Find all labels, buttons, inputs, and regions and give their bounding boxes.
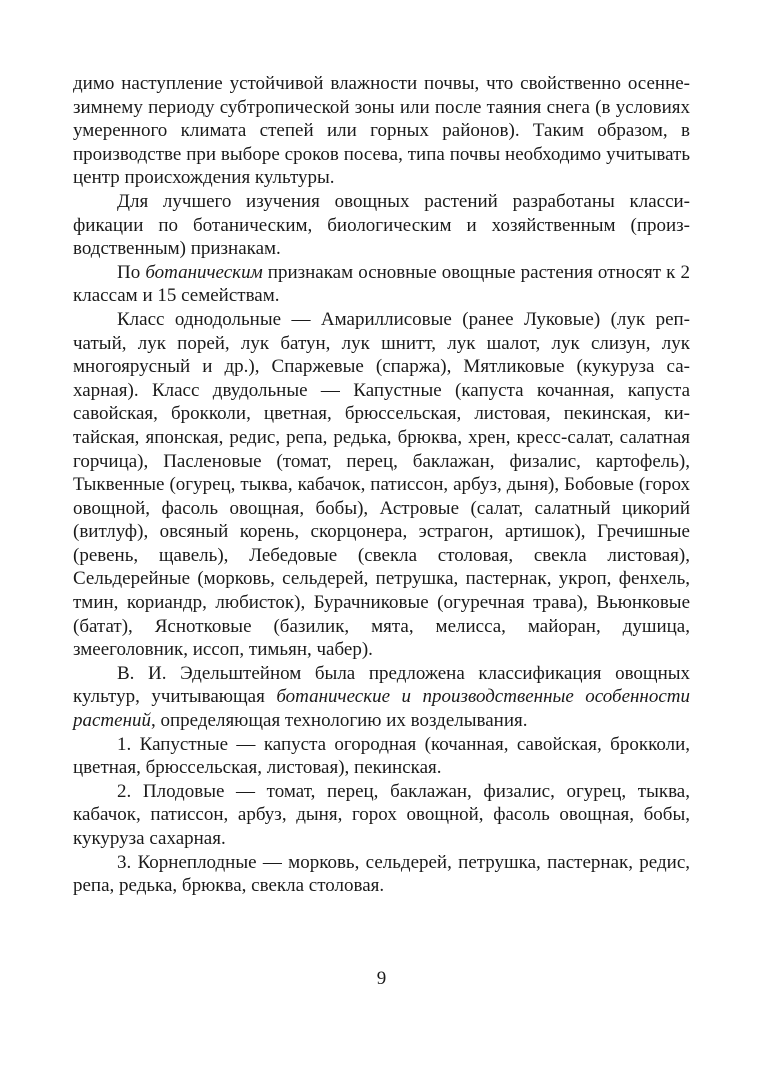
paragraph-1: димо наступление устойчивой влажности почвы, что свойственно осенне-зимнему периоду субтропической зоны или после таяния снега (в условиях умеренного климата степей или горных районов). Таким образом, в производстве при выборе сроков посева, типа почвы необходимо учитывать центр происхождения культуры.	[73, 73, 690, 189]
paragraph-2: Для лучшего изучения овощных растений разработаны классификации по ботаническим, биологическим и хозяйственным (производственным) признакам.	[73, 190, 690, 260]
paragraph-3: По ботаническим признакам основные овощные растения относят к 2 классам и 15 семействам.	[73, 261, 690, 307]
paragraph-5: В. И. Эдельштейном была предложена классификация овощных культур, учитывающая ботанические и производственные особенности растений, определяющая технологию их возделывания.	[73, 662, 691, 732]
page-body	[73, 72, 690, 898]
page-number: 9	[376, 968, 387, 989]
list-item-1: 1. Капустные — капуста огородная (кочанная, савойская, брокколи, цветная, брюссельская, листовая), пекинская.	[73, 733, 690, 779]
list-item-3: 3. Корнеплодные — морковь, сельдерей, петрушка, пастернак, редис, репа, редька, брюква, свекла столовая.	[73, 851, 690, 897]
paragraph-4: Класс однодольные — Амариллисовые (ранее Луковые) (лук репчатый, лук порей, лук батун, лук шнитт, лук шалот, лук слизун, лук многоярусный и др.), Спаржевые (спаржа), Мятликовые (кукуруза сахарная). Класс двудольные — Капустные (капуста кочанная, капуста савойская, брокколи, цветная, брюссельская, листовая, пекинская, китайская, японская, редис, репа, редька, брюква, хрен, кресс-салат, салатная горчица), Пасленовые (томат, перец, баклажан, физалис, картофель), Тыквенные (огурец, тыква, кабачок, патиссон, арбуз, дыня), Бобовые (горох овощной, фасоль овощная, бобы), Астровые (салат, салатный цикорий (витлуф), овсяный корень, скорцонера, эстрагон, артишок), Гречишные (ревень, щавель), Лебедовые (свекла столовая, свекла листовая), Сельдерейные (морковь, сельдерей, петрушка, пастернак, укроп, фенхель, тмин, кориандр, любисток), Бурачниковые (огуречная трава), Вьюнковые (батат), Яснотковые (базилик, мята, мелисса, майоран, душица, змееголовник, иссоп, тимьян, чабер).	[73, 308, 690, 661]
list-item-2: 2. Плодовые — томат, перец, баклажан, физалис, огурец, тыква, кабачок, патиссон, арбуз, дыня, горох овощной, фасоль овощная, бобы, кукуруза сахарная.	[73, 780, 690, 849]
